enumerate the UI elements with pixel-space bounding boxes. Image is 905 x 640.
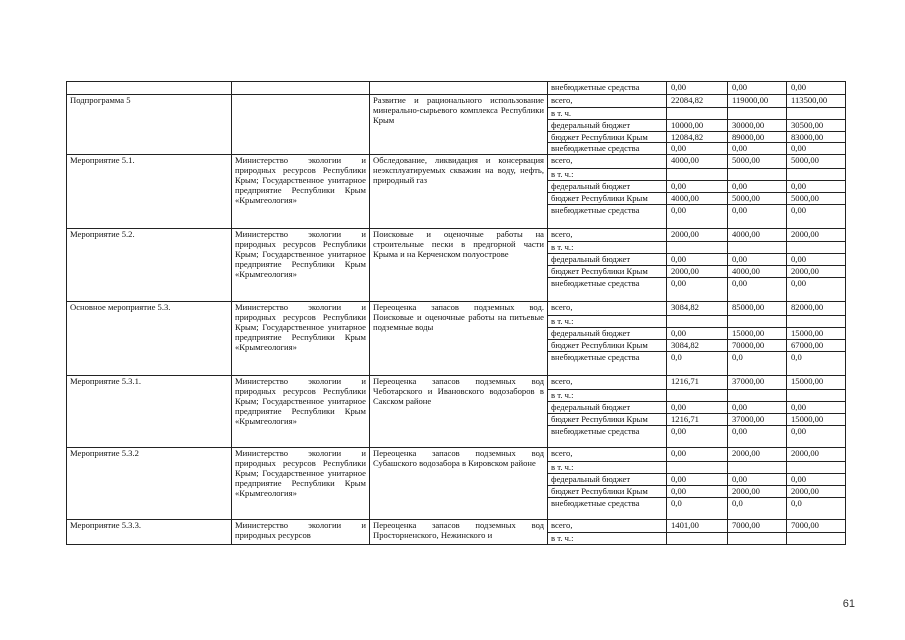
program-name-cell: Основное мероприятие 5.3.: [67, 302, 232, 376]
value-cell: 0,00: [667, 181, 728, 193]
funding-source-label: в т. ч.:: [548, 462, 667, 474]
value-cell: [728, 390, 787, 402]
funding-source-label: внебюджетные средства: [548, 82, 667, 95]
value-cell: 0,00: [728, 181, 787, 193]
funding-source-label: бюджет Республики Крым: [548, 486, 667, 498]
executor-cell: Министерство экологии и природных ресурсов Республики Крым; Государственное унитарное предприятие Республики Крым «Крымгеология»: [232, 302, 370, 376]
funding-source-label: внебюджетные средства: [548, 426, 667, 448]
value-cell: [667, 108, 728, 120]
value-cell: [667, 169, 728, 181]
executor-cell: Министерство экологии и природных ресурсов Республики Крым; Государственное унитарное предприятие Республики Крым «Крымгеология»: [232, 229, 370, 302]
value-cell: 1401,00: [667, 520, 728, 533]
value-cell: 2000,00: [728, 486, 787, 498]
program-name-cell: Мероприятие 5.2.: [67, 229, 232, 302]
table-row: [67, 82, 846, 95]
funding-source-label: федеральный бюджет: [548, 474, 667, 486]
value-cell: 0,00: [728, 205, 787, 229]
funding-source-label: всего,: [548, 448, 667, 462]
value-cell: 37000,00: [728, 414, 787, 426]
executor-cell: [232, 95, 370, 155]
value-cell: 0,00: [728, 143, 787, 155]
funding-source-label: федеральный бюджет: [548, 181, 667, 193]
value-cell: 0,00: [787, 278, 846, 302]
empty-cell: [370, 82, 548, 95]
value-cell: 2000,00: [787, 229, 846, 242]
value-cell: 30000,00: [728, 120, 787, 132]
value-cell: [787, 316, 846, 328]
value-cell: 0,0: [787, 498, 846, 520]
table-row: [67, 448, 846, 462]
description-cell: Переоценка запасов подземных вод Чеботарского и Ивановского водозаборов в Сакском районе: [370, 376, 548, 448]
budget-table-body: [67, 82, 846, 545]
value-cell: 0,00: [787, 82, 846, 95]
value-cell: 5000,00: [728, 193, 787, 205]
executor-cell: Министерство экологии и природных ресурсов: [232, 520, 370, 545]
value-cell: 0,00: [667, 205, 728, 229]
funding-source-label: в т. ч.:: [548, 533, 667, 545]
executor-cell: Министерство экологии и природных ресурсов Республики Крым; Государственное унитарное предприятие Республики Крым «Крымгеология»: [232, 155, 370, 229]
table-row: [67, 229, 846, 242]
funding-source-label: всего,: [548, 520, 667, 533]
table-row: [67, 155, 846, 169]
funding-source-label: всего,: [548, 155, 667, 169]
value-cell: 0,00: [787, 181, 846, 193]
program-name-cell: Подпрограмма 5: [67, 95, 232, 155]
value-cell: 0,0: [667, 352, 728, 376]
value-cell: 67000,00: [787, 340, 846, 352]
value-cell: 70000,00: [728, 340, 787, 352]
value-cell: [667, 462, 728, 474]
funding-source-label: в т. ч.:: [548, 242, 667, 254]
value-cell: 4000,00: [728, 266, 787, 278]
funding-source-label: федеральный бюджет: [548, 120, 667, 132]
value-cell: 0,0: [728, 352, 787, 376]
value-cell: 2000,00: [787, 266, 846, 278]
value-cell: 0,00: [728, 254, 787, 266]
value-cell: 113500,00: [787, 95, 846, 108]
value-cell: [667, 390, 728, 402]
value-cell: 0,00: [728, 82, 787, 95]
value-cell: 4000,00: [728, 229, 787, 242]
value-cell: 5000,00: [787, 155, 846, 169]
value-cell: 15000,00: [787, 376, 846, 390]
value-cell: 0,00: [787, 254, 846, 266]
value-cell: 85000,00: [728, 302, 787, 316]
program-name-cell: Мероприятие 5.3.3.: [67, 520, 232, 545]
value-cell: 0,00: [728, 426, 787, 448]
value-cell: 0,00: [787, 474, 846, 486]
value-cell: 0,00: [667, 82, 728, 95]
value-cell: 5000,00: [728, 155, 787, 169]
empty-cell: [67, 82, 232, 95]
value-cell: 7000,00: [728, 520, 787, 533]
value-cell: [728, 242, 787, 254]
value-cell: [787, 169, 846, 181]
value-cell: [787, 242, 846, 254]
value-cell: 4000,00: [667, 193, 728, 205]
funding-source-label: федеральный бюджет: [548, 328, 667, 340]
value-cell: 4000,00: [667, 155, 728, 169]
value-cell: 0,00: [728, 278, 787, 302]
value-cell: [667, 316, 728, 328]
description-cell: Обследование, ликвидация и консервация неэксплуатируемых скважин на воду, нефть, природный газ: [370, 155, 548, 229]
value-cell: [667, 533, 728, 545]
value-cell: 22084,82: [667, 95, 728, 108]
value-cell: 2000,00: [667, 229, 728, 242]
value-cell: 0,00: [787, 205, 846, 229]
value-cell: 0,00: [787, 426, 846, 448]
value-cell: 0,00: [728, 474, 787, 486]
value-cell: 2000,00: [728, 448, 787, 462]
table-row: [67, 95, 846, 108]
funding-source-label: в т. ч.:: [548, 390, 667, 402]
funding-source-label: в т. ч.:: [548, 316, 667, 328]
value-cell: [728, 169, 787, 181]
value-cell: 0,00: [667, 426, 728, 448]
value-cell: 15000,00: [728, 328, 787, 340]
value-cell: 82000,00: [787, 302, 846, 316]
program-name-cell: Мероприятие 5.3.1.: [67, 376, 232, 448]
funding-source-label: всего,: [548, 376, 667, 390]
value-cell: 15000,00: [787, 328, 846, 340]
description-cell: Поисковые и оценочные работы на строительные пески в предгорной части Крыма и на Керченском полуострове: [370, 229, 548, 302]
funding-source-label: всего,: [548, 95, 667, 108]
funding-source-label: внебюджетные средства: [548, 352, 667, 376]
value-cell: [728, 108, 787, 120]
page-number: 61: [842, 598, 855, 610]
value-cell: 3084,82: [667, 340, 728, 352]
funding-source-label: всего,: [548, 302, 667, 316]
funding-source-label: бюджет Республики Крым: [548, 132, 667, 143]
value-cell: 5000,00: [787, 193, 846, 205]
value-cell: 12084,82: [667, 132, 728, 143]
value-cell: 37000,00: [728, 376, 787, 390]
funding-source-label: бюджет Республики Крым: [548, 340, 667, 352]
value-cell: 3084,82: [667, 302, 728, 316]
value-cell: [728, 316, 787, 328]
value-cell: 2000,00: [787, 448, 846, 462]
funding-source-label: бюджет Республики Крым: [548, 414, 667, 426]
funding-source-label: федеральный бюджет: [548, 402, 667, 414]
value-cell: 0,00: [667, 328, 728, 340]
value-cell: 83000,00: [787, 132, 846, 143]
value-cell: 0,00: [728, 402, 787, 414]
description-cell: Развитие и рационального использование минерально-сырьевого комплекса Республики Крым: [370, 95, 548, 155]
funding-source-label: внебюджетные средства: [548, 143, 667, 155]
value-cell: [787, 533, 846, 545]
value-cell: 2000,00: [787, 486, 846, 498]
program-name-cell: Мероприятие 5.3.2: [67, 448, 232, 520]
program-name-cell: Мероприятие 5.1.: [67, 155, 232, 229]
value-cell: 0,00: [667, 486, 728, 498]
executor-cell: Министерство экологии и природных ресурсов Республики Крым; Государственное унитарное предприятие Республики Крым «Крымгеология»: [232, 448, 370, 520]
value-cell: 1216,71: [667, 376, 728, 390]
value-cell: 0,0: [667, 498, 728, 520]
value-cell: [667, 242, 728, 254]
value-cell: 0,00: [667, 143, 728, 155]
value-cell: [787, 108, 846, 120]
funding-source-label: в т. ч.: [548, 108, 667, 120]
value-cell: 0,00: [787, 402, 846, 414]
table-row: [67, 376, 846, 390]
value-cell: 2000,00: [667, 266, 728, 278]
value-cell: 15000,00: [787, 414, 846, 426]
value-cell: 10000,00: [667, 120, 728, 132]
funding-source-label: всего,: [548, 229, 667, 242]
description-cell: Переоценка запасов подземных вод. Поисковые и оценочные работы на питьевые подземные воды: [370, 302, 548, 376]
funding-source-label: внебюджетные средства: [548, 498, 667, 520]
executor-cell: Министерство экологии и природных ресурсов Республики Крым; Государственное унитарное предприятие Республики Крым «Крымгеология»: [232, 376, 370, 448]
value-cell: 7000,00: [787, 520, 846, 533]
value-cell: [728, 533, 787, 545]
value-cell: 1216,71: [667, 414, 728, 426]
table-row: [67, 520, 846, 533]
funding-source-label: бюджет Республики Крым: [548, 193, 667, 205]
value-cell: 0,00: [667, 474, 728, 486]
value-cell: 0,00: [787, 143, 846, 155]
value-cell: 119000,00: [728, 95, 787, 108]
value-cell: 0,00: [667, 254, 728, 266]
value-cell: 0,00: [667, 278, 728, 302]
budget-table: [66, 81, 846, 545]
description-cell: Переоценка запасов подземных вод Просторненского, Нежинского и: [370, 520, 548, 545]
description-cell: Переоценка запасов подземных вод Субашского водозабора в Кировском районе: [370, 448, 548, 520]
funding-source-label: федеральный бюджет: [548, 254, 667, 266]
value-cell: [787, 390, 846, 402]
value-cell: [787, 462, 846, 474]
funding-source-label: внебюджетные средства: [548, 278, 667, 302]
empty-cell: [232, 82, 370, 95]
funding-source-label: внебюджетные средства: [548, 205, 667, 229]
funding-source-label: в т. ч.:: [548, 169, 667, 181]
value-cell: 0,00: [667, 402, 728, 414]
value-cell: [728, 462, 787, 474]
value-cell: 0,00: [667, 448, 728, 462]
table-row: [67, 302, 846, 316]
value-cell: 89000,00: [728, 132, 787, 143]
funding-source-label: бюджет Республики Крым: [548, 266, 667, 278]
value-cell: 30500,00: [787, 120, 846, 132]
value-cell: 0,0: [787, 352, 846, 376]
value-cell: 0,0: [728, 498, 787, 520]
